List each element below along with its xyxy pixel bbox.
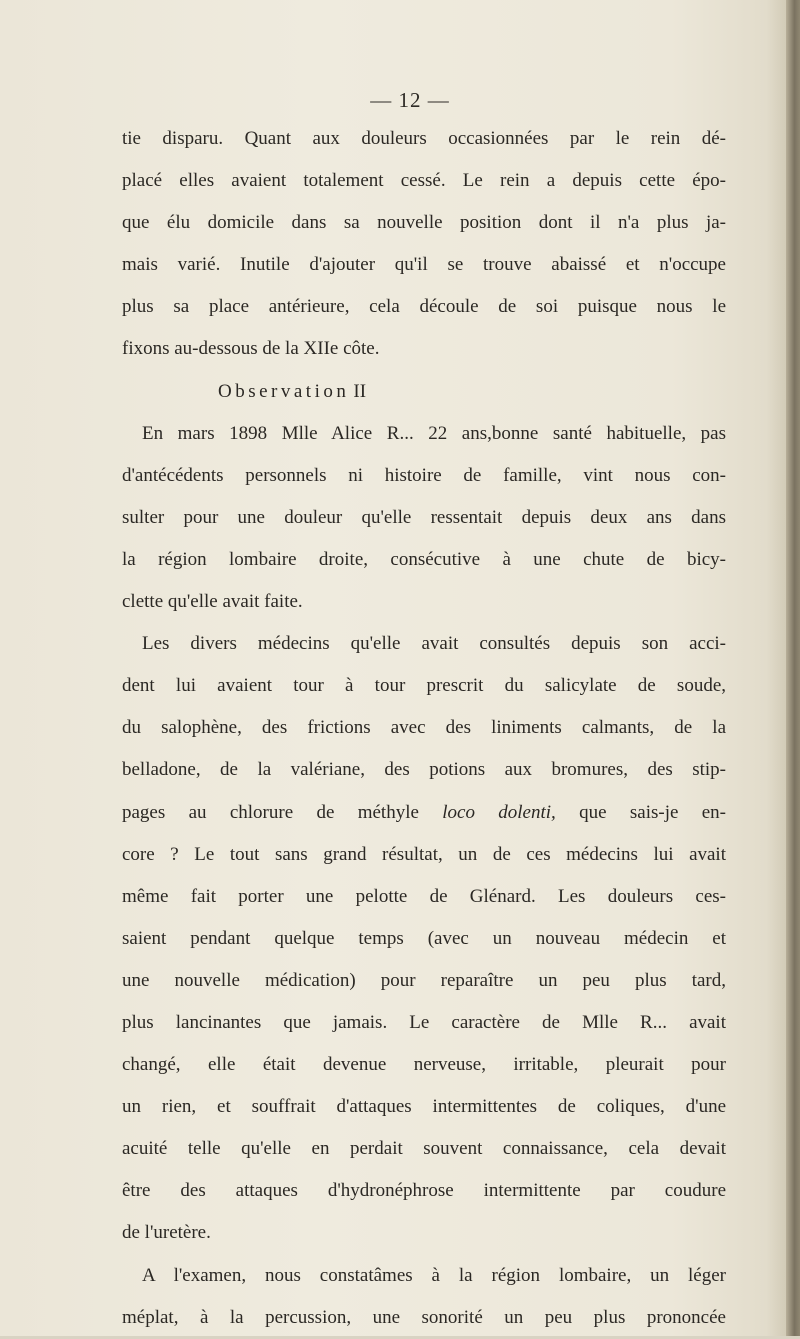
text-line: tie disparu. Quant aux douleurs occasionnées par le rein dé- bbox=[122, 128, 726, 149]
text-line: mais varié. Inutile d'ajouter qu'il se trouve abaissé et n'occupe bbox=[122, 254, 726, 276]
text-line bbox=[122, 792, 726, 834]
text-line: une nouvelle médication) pour reparaître un peu plus tard, bbox=[122, 969, 726, 991]
text-line: d'antécédents personnels ni histoire de famille, vint nous con- bbox=[122, 464, 726, 486]
heading-numeral: II bbox=[353, 380, 367, 402]
page-edge-shadow bbox=[786, 0, 800, 1336]
italic-phrase: loco dolenti, bbox=[442, 801, 556, 823]
text-line: plus lancinantes que jamais. Le caractère de Mlle R... avait bbox=[122, 1011, 726, 1033]
text-line: Les divers médecins qu'elle avait consultés depuis son acci- bbox=[142, 633, 726, 655]
text-line: A l'examen, nous constatâmes à la région lombaire, un léger bbox=[142, 1264, 726, 1286]
page-text bbox=[122, 118, 726, 1339]
text-span: pages au chlorure de méthyle bbox=[122, 801, 443, 823]
page-number: — 12 — bbox=[370, 88, 450, 112]
text-line: du salophène, des frictions avec des liniments calmants, de la bbox=[122, 717, 726, 739]
text-line: fixons au-dessous de la XIIe côte. bbox=[122, 338, 380, 360]
text-line: la région lombaire droite, consécutive à une chute de bicy- bbox=[122, 548, 726, 570]
text-line: En mars 1898 Mlle Alice R... 22 ans,bonne santé habituelle, pas bbox=[142, 422, 726, 444]
text-line: même fait porter une pelotte de Glénard. Les douleurs ces- bbox=[122, 885, 726, 907]
text-line: core ? Le tout sans grand résultat, un de ces médecins lui avait bbox=[122, 843, 726, 865]
text-span: que sais-je en- bbox=[555, 801, 726, 823]
text-line: acuité telle qu'elle en perdait souvent connaissance, cela devait bbox=[122, 1138, 726, 1160]
text-line: placé elles avaient totalement cessé. Le rein a depuis cette épo- bbox=[122, 170, 726, 192]
text-line: plus sa place antérieure, cela découle de soi puisque nous le bbox=[122, 296, 726, 318]
text-line: de l'uretère. bbox=[122, 1222, 211, 1244]
text-line: saient pendant quelque temps (avec un nouveau médecin et bbox=[122, 927, 726, 949]
text-line: un rien, et souffrait d'attaques intermittentes de coliques, d'une bbox=[122, 1096, 726, 1118]
text-line: belladone, de la valériane, des potions aux bromures, des stip- bbox=[122, 759, 726, 781]
text-line: changé, elle était devenue nerveuse, irritable, pleurait pour bbox=[122, 1054, 726, 1076]
text-line: méplat, à la percussion, une sonorité un peu plus prononcée bbox=[122, 1306, 726, 1328]
text-line: dent lui avaient tour à tour prescrit du salicylate de soude, bbox=[122, 675, 726, 697]
heading-word: Observation bbox=[218, 380, 350, 402]
text-line: être des attaques d'hydronéphrose intermittente par coudure bbox=[122, 1180, 726, 1202]
text-line: sulter pour une douleur qu'elle ressentait depuis deux ans dans bbox=[122, 506, 726, 528]
text-line: clette qu'elle avait faite. bbox=[122, 591, 303, 613]
text-line: que élu domicile dans sa nouvelle position dont il n'a plus ja- bbox=[122, 212, 726, 234]
section-heading bbox=[122, 371, 726, 413]
